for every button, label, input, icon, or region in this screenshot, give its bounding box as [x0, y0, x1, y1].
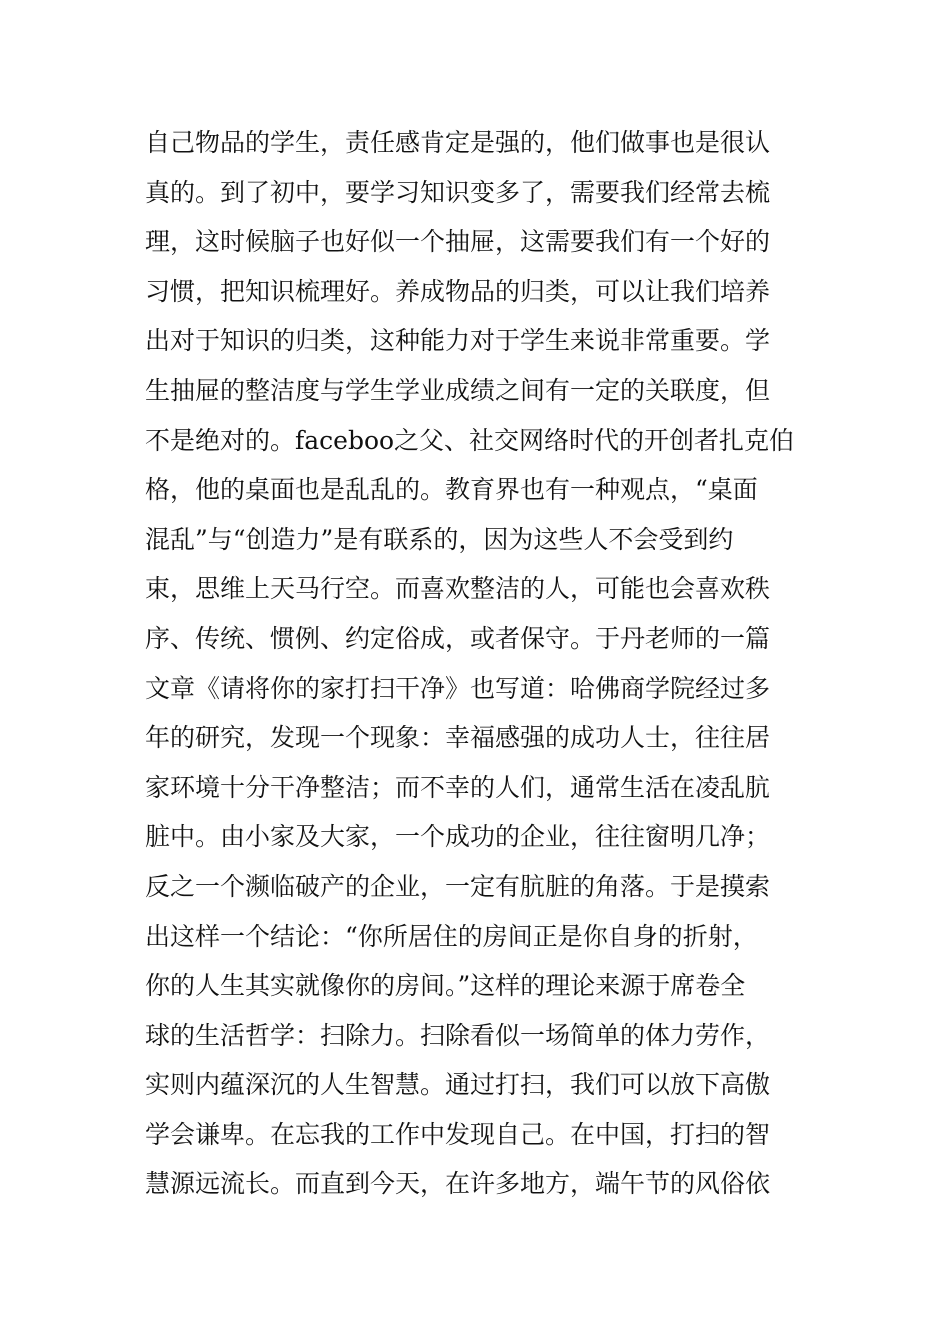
text-line: 真的。到了初中，要学习知识变多了，需要我们经常去梳: [145, 177, 771, 207]
text-line: 出这样一个结论：“你所居住的房间正是你自身的折射，: [145, 921, 758, 951]
text-line: 球的生活哲学：扫除力。扫除看似一场简单的体力劳作，: [145, 1020, 771, 1050]
text-line: 脏中。由小家及大家，一个成功的企业，往往窗明几净；: [145, 822, 771, 852]
text-line: 序、传统、惯例、约定俗成，或者保守。于丹老师的一篇: [145, 623, 771, 653]
text-line: 格，他的桌面也是乱乱的。教育界也有一种观点，“桌面: [145, 475, 758, 505]
text-line: 家环境十分干净整洁；而不幸的人们，通常生活在凌乱肮: [145, 772, 771, 802]
text-line: 文章《请将你的家打扫干净》也写道：哈佛商学院经过多: [145, 673, 771, 703]
text-line: 学会谦卑。在忘我的工作中发现自己。在中国，打扫的智: [145, 1119, 771, 1149]
text-line: 慧源远流长。而直到今天，在许多地方，端午节的风俗依: [145, 1169, 771, 1199]
text-line: 理，这时候脑子也好似一个抽屉，这需要我们有一个好的: [145, 227, 771, 257]
text-line: 年的研究，发现一个现象：幸福感强的成功人士，往往居: [145, 723, 771, 753]
text-line: 不是绝对的。faceboo之父、社交网络时代的开创者扎克伯: [145, 425, 795, 455]
text-line: 习惯，把知识梳理好。养成物品的归类，可以让我们培养: [145, 276, 771, 306]
text-line: 你的人生其实就像你的房间。”这样的理论来源于席卷全: [145, 971, 746, 1001]
text-line: 实则内蕴深沉的人生智慧。通过打扫，我们可以放下高傲: [145, 1070, 771, 1100]
text-line: 反之一个濒临破产的企业，一定有肮脏的角落。于是摸索: [145, 871, 771, 901]
text-line: 出对于知识的归类，这种能力对于学生来说非常重要。学: [145, 326, 771, 356]
body-text: [145, 118, 815, 1209]
text-line: 自己物品的学生，责任感肯定是强的，他们做事也是很认: [145, 128, 771, 157]
text-line: 混乱”与“创造力”是有联系的，因为这些人不会受到约: [145, 524, 734, 554]
text-line: 生抽屉的整洁度与学生学业成绩之间有一定的关联度，但: [145, 375, 771, 405]
text-line: 束，思维上天马行空。而喜欢整洁的人，可能也会喜欢秩: [145, 574, 771, 604]
